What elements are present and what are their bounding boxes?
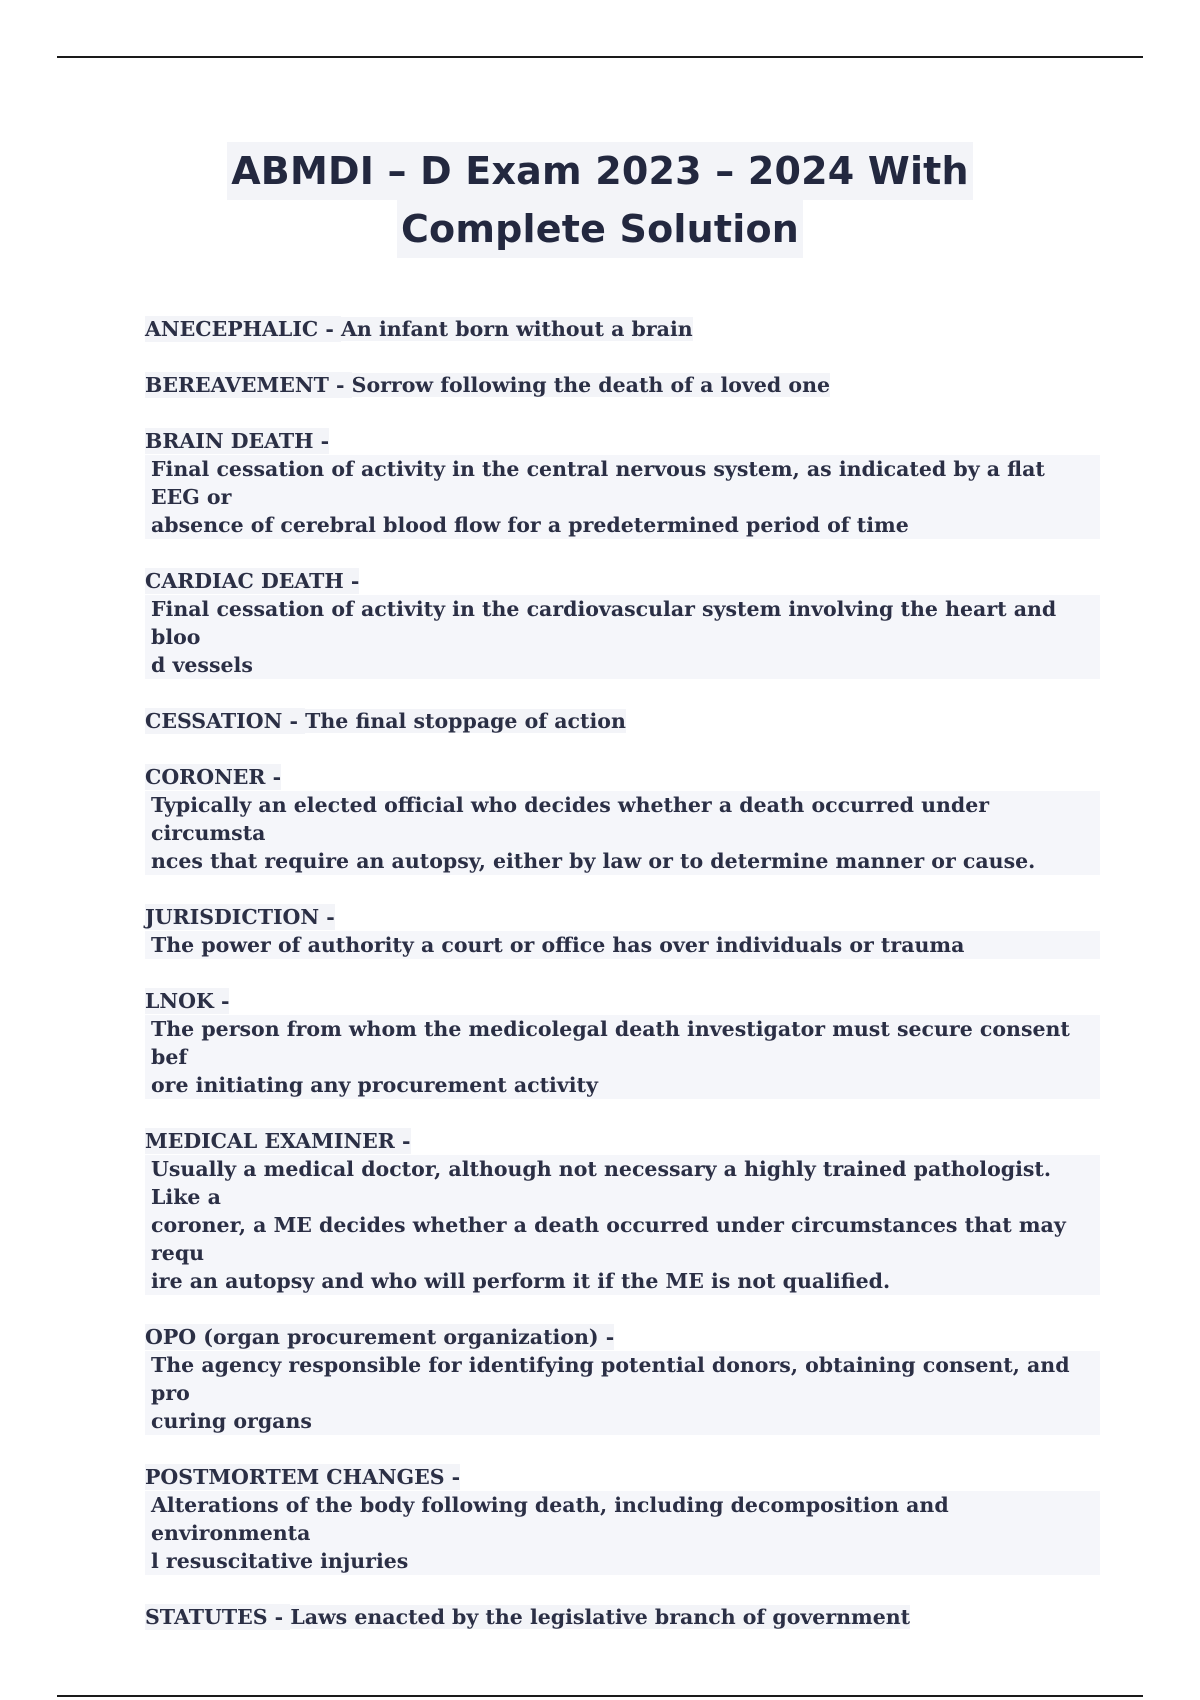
glossary-definition: An infant born without a brain — [341, 317, 693, 341]
glossary-definition: The agency responsible for identifying potential donors, obtaining consent, and pro curing organs — [145, 1351, 1100, 1435]
glossary-term: JURISDICTION - — [145, 905, 335, 929]
document-title — [0, 142, 1200, 258]
glossary-term: LNOK - — [145, 989, 230, 1013]
glossary-definition: The final stoppage of action — [305, 709, 626, 733]
glossary-term: CESSATION - — [145, 709, 306, 733]
glossary-definition: Alterations of the body following death, including decomposition and environmenta l resuscitative injuries — [145, 1491, 1100, 1575]
glossary-definition: Sorrow following the death of a loved one — [351, 373, 831, 397]
glossary-entry — [145, 1127, 1100, 1295]
glossary-term: CORONER - — [145, 765, 282, 789]
glossary-entry — [145, 1603, 1100, 1631]
glossary-definition: The power of authority a court or office has over individuals or trauma — [145, 931, 1100, 959]
glossary-term: ANECEPHALIC - — [145, 317, 342, 341]
glossary-definition: The person from whom the medicolegal death investigator must secure consent bef ore initiating any procurement activity — [145, 1015, 1100, 1099]
glossary-entry — [145, 315, 1100, 343]
glossary-entry — [145, 567, 1100, 679]
glossary-term: OPO (organ procurement organization) - — [145, 1325, 615, 1349]
glossary-term: CARDIAC DEATH - — [145, 569, 360, 593]
glossary-term: MEDICAL EXAMINER - — [145, 1129, 411, 1153]
glossary-entry — [145, 371, 1100, 399]
title-line-1: ABMDI – D Exam 2023 – 2024 With — [227, 142, 973, 200]
glossary-definition: Usually a medical doctor, although not necessary a highly trained pathologist. Like a coroner, a ME decides whether a death occurred under circumstances that may requ ire an autopsy and who will perform it if the ME is not qualified. — [145, 1155, 1100, 1295]
glossary-entry — [145, 1463, 1100, 1575]
bottom-rule — [57, 1695, 1143, 1697]
glossary-definition: Typically an elected official who decides whether a death occurred under circumsta nces that require an autopsy, either by law or to determine manner or cause. — [145, 791, 1100, 875]
glossary-definition: Laws enacted by the legislative branch of government — [290, 1605, 911, 1629]
title-line-2: Complete Solution — [397, 200, 803, 258]
glossary-term: BRAIN DEATH - — [145, 429, 330, 453]
glossary-definition: Final cessation of activity in the central nervous system, as indicated by a flat EEG or absence of cerebral blood flow for a predetermined period of time — [145, 455, 1100, 539]
glossary-entry — [145, 427, 1100, 539]
glossary-definition: Final cessation of activity in the cardiovascular system involving the heart and bloo d vessels — [145, 595, 1100, 679]
glossary-entry — [145, 1323, 1100, 1435]
glossary-term: STATUTES - — [145, 1605, 291, 1629]
glossary-entry — [145, 903, 1100, 959]
glossary-term: POSTMORTEM CHANGES - — [145, 1465, 461, 1489]
glossary-entry — [145, 707, 1100, 735]
glossary-term: BEREAVEMENT - — [145, 373, 352, 397]
glossary-entry — [145, 763, 1100, 875]
glossary-entry — [145, 987, 1100, 1099]
top-rule — [57, 56, 1143, 58]
glossary-list — [145, 315, 1100, 1659]
